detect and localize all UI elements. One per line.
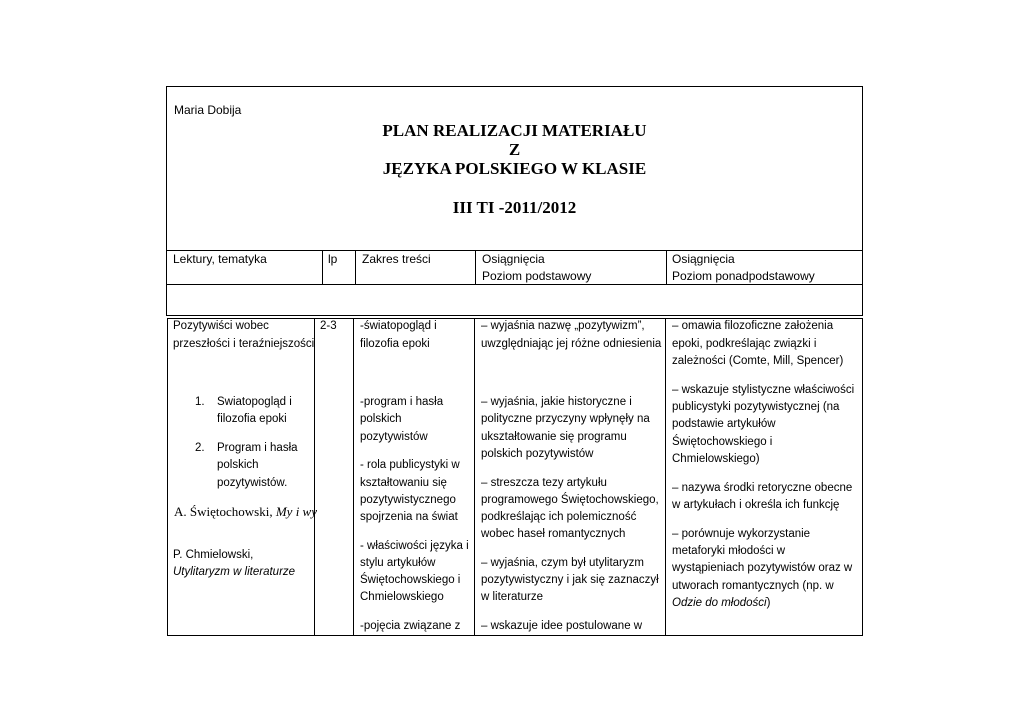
scope-b-line-1: -program i hasła bbox=[360, 396, 444, 408]
basic-d-line-2: pozytywistyczny i jak się zaznaczył bbox=[481, 574, 659, 586]
advanced-c-line-1: – nazywa środki retoryczne obecne bbox=[672, 482, 853, 494]
list-item-2-line-3: pozytywistów. bbox=[217, 477, 288, 489]
col-divider-4-header bbox=[666, 250, 667, 284]
basic-a-line-1: – wyjaśnia nazwę „pozytywizm”, bbox=[481, 320, 645, 332]
reference-1-title: My i wy bbox=[275, 504, 317, 519]
advanced-d-line-3: wystąpieniach pozytywistów oraz w bbox=[672, 562, 853, 574]
basic-b-line-1: – wyjaśnia, jakie historyczne i bbox=[481, 396, 632, 408]
scope-c-line-2: kształtowaniu się bbox=[360, 477, 447, 489]
column-header-readings: Lektury, tematyka bbox=[173, 252, 267, 266]
basic-c-line-2: programowego Świętochowskiego, bbox=[481, 494, 659, 506]
advanced-b-line-5: Chmielowskiego) bbox=[672, 453, 760, 465]
scope-c-line-3: pozytywistycznego bbox=[360, 494, 456, 506]
advanced-b-line-1: – wskazuje stylistyczne właściwości bbox=[672, 384, 855, 396]
col-divider-4 bbox=[665, 318, 666, 636]
scope-c-line-1: - rola publicystyki w bbox=[360, 459, 460, 471]
list-item-1-line-2: filozofia epoki bbox=[217, 413, 287, 425]
basic-c-line-3: podkreślając ich polemiczność bbox=[481, 511, 637, 523]
topic-line-1: Pozytywiści wobec bbox=[173, 320, 269, 332]
topic-line-2: przeszłości i teraźniejszości bbox=[173, 338, 315, 350]
advanced-a-line-3: zależności (Comte, Mill, Spencer) bbox=[672, 355, 844, 367]
advanced-b-line-2: publicystyki pozytywistycznej (na bbox=[672, 401, 840, 413]
list-item-1 bbox=[195, 394, 292, 411]
list-item-2 bbox=[195, 440, 298, 457]
advanced-d-line-5-title: Odzie do młodości bbox=[672, 597, 767, 609]
scope-a-line-1: -światopogląd i bbox=[360, 320, 437, 332]
title-line-4: III TI -2011/2012 bbox=[452, 198, 577, 217]
title-line-2: Z bbox=[508, 140, 521, 159]
title-line-3: JĘZYKA POLSKIEGO W KLASIE bbox=[382, 159, 647, 178]
reference-2-title: Utylitaryzm w literaturze bbox=[173, 566, 296, 578]
advanced-d-line-2: metaforyki młodości w bbox=[672, 545, 786, 557]
col-divider-3 bbox=[474, 318, 475, 636]
column-header-basic-l1: Osiągnięcia bbox=[482, 252, 545, 266]
basic-b-line-2: polityczne przyczyny wpłynęły na bbox=[481, 413, 650, 425]
column-header-basic-l2: Poziom podstawowy bbox=[482, 269, 592, 283]
scope-b-line-2: polskich bbox=[360, 413, 402, 425]
scope-b-line-3: pozytywistów bbox=[360, 431, 428, 443]
column-header-lp: lp bbox=[328, 252, 338, 266]
list-item-2-line-2: polskich bbox=[217, 459, 259, 471]
scope-d-line-3: Świętochowskiego i bbox=[360, 574, 461, 586]
col-divider-2 bbox=[353, 318, 354, 636]
basic-b-line-3: ukształtowanie się programu bbox=[481, 431, 627, 443]
list-item-1-line-1: Swiatopogląd i bbox=[217, 396, 292, 408]
basic-d-line-3: w literaturze bbox=[481, 591, 543, 603]
list-item-1-number: 1. bbox=[195, 396, 205, 408]
advanced-d-line-4: utworach romantycznych (np. w bbox=[672, 580, 834, 592]
scope-d-line-4: Chmielowskiego bbox=[360, 591, 444, 603]
advanced-b-line-3: podstawie artykułów bbox=[672, 418, 776, 430]
basic-a-line-2: uwzględniając jej różne odniesienia bbox=[481, 338, 662, 350]
basic-d-line-1: – wyjaśnia, czym był utylitaryzm bbox=[481, 557, 644, 569]
title-line-1: PLAN REALIZACJI MATERIAŁU bbox=[382, 121, 647, 140]
advanced-c-line-2: w artykułach i określa ich funkcję bbox=[672, 499, 840, 511]
advanced-a-line-1: – omawia filozoficzne założenia bbox=[672, 320, 834, 332]
advanced-d-line-5-end: ) bbox=[766, 597, 771, 609]
basic-b-line-4: polskich pozytywistów bbox=[481, 448, 594, 460]
scope-e-line-1: -pojęcia związane z bbox=[360, 620, 461, 632]
list-item-2-number: 2. bbox=[195, 442, 205, 454]
advanced-b-line-4: Świętochowskiego i bbox=[672, 436, 773, 448]
col-divider-1 bbox=[314, 318, 315, 636]
author-name: Maria Dobija bbox=[174, 103, 242, 117]
advanced-d-line-1: – porównuje wykorzystanie bbox=[672, 528, 811, 540]
col-divider-3-header bbox=[475, 250, 476, 284]
list-item-2-line-1: Program i hasła bbox=[217, 442, 298, 454]
column-header-advanced-l2: Poziom ponadpodstawowy bbox=[672, 269, 815, 283]
col-divider-2-header bbox=[355, 250, 356, 284]
basic-e-line-1: – wskazuje idee postulowane w bbox=[481, 620, 643, 632]
col-divider-1-header bbox=[322, 250, 323, 284]
scope-d-line-2: stylu artykułów bbox=[360, 557, 436, 569]
reference-swietochowski bbox=[174, 503, 317, 520]
basic-c-line-4: wobec haseł romantycznych bbox=[481, 528, 626, 540]
column-header-scope: Zakres treści bbox=[362, 252, 431, 266]
basic-c-line-1: – streszcza tezy artykułu bbox=[481, 477, 607, 489]
lesson-number: 2-3 bbox=[320, 320, 337, 332]
scope-a-line-2: filozofia epoki bbox=[360, 338, 430, 350]
reference-2-author: P. Chmielowski, bbox=[173, 549, 254, 561]
column-header-advanced-l1: Osiągnięcia bbox=[672, 252, 735, 266]
reference-1-author: A. Świętochowski, bbox=[174, 504, 276, 519]
advanced-d-line-5 bbox=[672, 595, 770, 612]
advanced-a-line-2: epoki, podkreślając związki i bbox=[672, 338, 817, 350]
scope-d-line-1: - właściwości języka i bbox=[360, 540, 469, 552]
scope-c-line-4: spojrzenia na świat bbox=[360, 511, 458, 523]
